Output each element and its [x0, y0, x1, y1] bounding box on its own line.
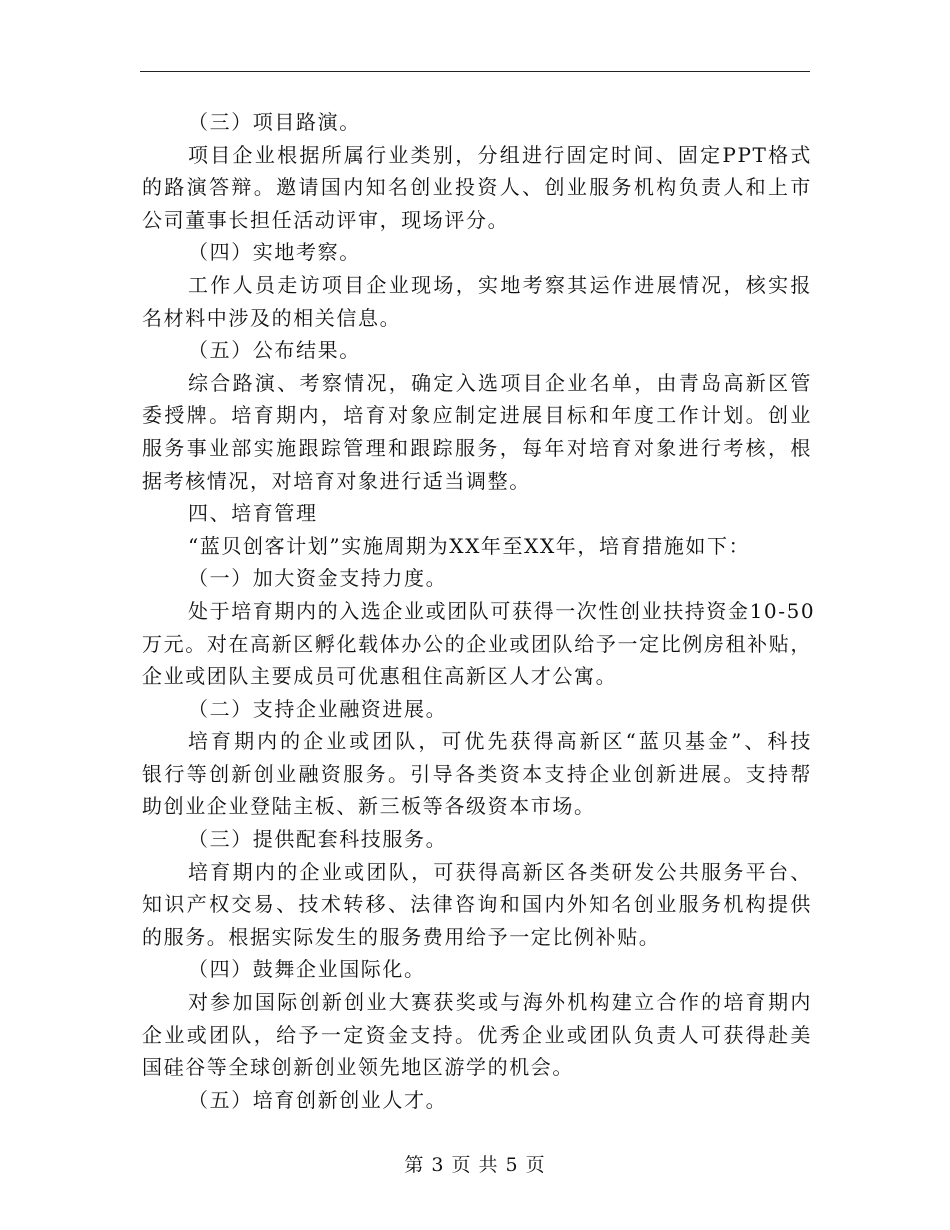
text-line: 企业或团队主要成员可优惠租住高新区人才公寓。 [142, 664, 618, 689]
text-line: 万元。对在高新区孵化载体办公的企业或团队给予一定比例房租补贴， [142, 631, 812, 656]
text-line: 综合路演、考察情况，确定入选项目企业名单，由青岛高新区管 [188, 370, 812, 395]
text-line: 委授牌。培育期内，培育对象应制定进展目标和年度工作计划。创业 [142, 403, 812, 428]
text-line: （五）培育创新创业人才。 [188, 1087, 448, 1112]
text-line: 银行等创新创业融资服务。引导各类资本支持企业创新进展。支持帮 [142, 761, 812, 786]
text-line: “蓝贝创客计划”实施周期为XX年至XX年，培育措施如下： [188, 533, 751, 558]
text-line: （三）项目路演。 [188, 110, 361, 134]
text-line: （一）加大资金支持力度。 [188, 566, 448, 591]
text-line: 培育期内的企业或团队，可优先获得高新区“蓝贝基金”、科技 [188, 729, 812, 754]
text-line: 处于培育期内的入选企业或团队可获得一次性创业扶持资金10-50 [188, 598, 816, 623]
text-line: 国硅谷等全球创新创业领先地区游学的机会。 [142, 1055, 574, 1080]
text-line: 服务事业部实施跟踪管理和跟踪服务，每年对培育对象进行考核，根 [142, 435, 812, 460]
text-line: （二）支持企业融资进展。 [188, 696, 448, 721]
text-line: 四、培育管理 [188, 501, 318, 526]
text-line: 工作人员走访项目企业现场，实地考察其运作进展情况，核实报 [188, 272, 812, 297]
text-line: 企业或团队，给予一定资金支持。优秀企业或团队负责人可获得赴美 [142, 1022, 812, 1047]
text-line: 对参加国际创新创业大赛获奖或与海外机构建立合作的培育期内 [188, 990, 812, 1015]
text-line: 项目企业根据所属行业类别，分组进行固定时间、固定PPT格式 [188, 142, 812, 167]
text-line: 知识产权交易、技术转移、法律咨询和国内外知名创业服务机构提供 [142, 892, 812, 917]
text-line: 培育期内的企业或团队，可获得高新区各类研发公共服务平台、 [188, 859, 812, 884]
text-line: （五）公布结果。 [188, 338, 361, 363]
text-line: 名材料中涉及的相关信息。 [142, 305, 402, 330]
text-line: （四）实地考察。 [188, 240, 361, 265]
text-line: （四）鼓舞企业国际化。 [188, 957, 426, 982]
text-line: （三）提供配套科技服务。 [188, 827, 448, 852]
document-body [142, 106, 816, 1116]
text-line: 的服务。根据实际发生的服务费用给予一定比例补贴。 [142, 924, 661, 949]
text-line: 据考核情况，对培育对象进行适当调整。 [142, 468, 531, 493]
header-rule [140, 71, 810, 72]
text-line: 的路演答辩。邀请国内知名创业投资人、创业服务机构负责人和上市 [142, 175, 812, 200]
text-line: 公司董事长担任活动评审，现场评分。 [142, 207, 510, 232]
page-footer: 第 3 页 共 5 页 [404, 1154, 546, 1176]
text-line: 助创业企业登陆主板、新三板等各级资本市场。 [142, 794, 596, 819]
